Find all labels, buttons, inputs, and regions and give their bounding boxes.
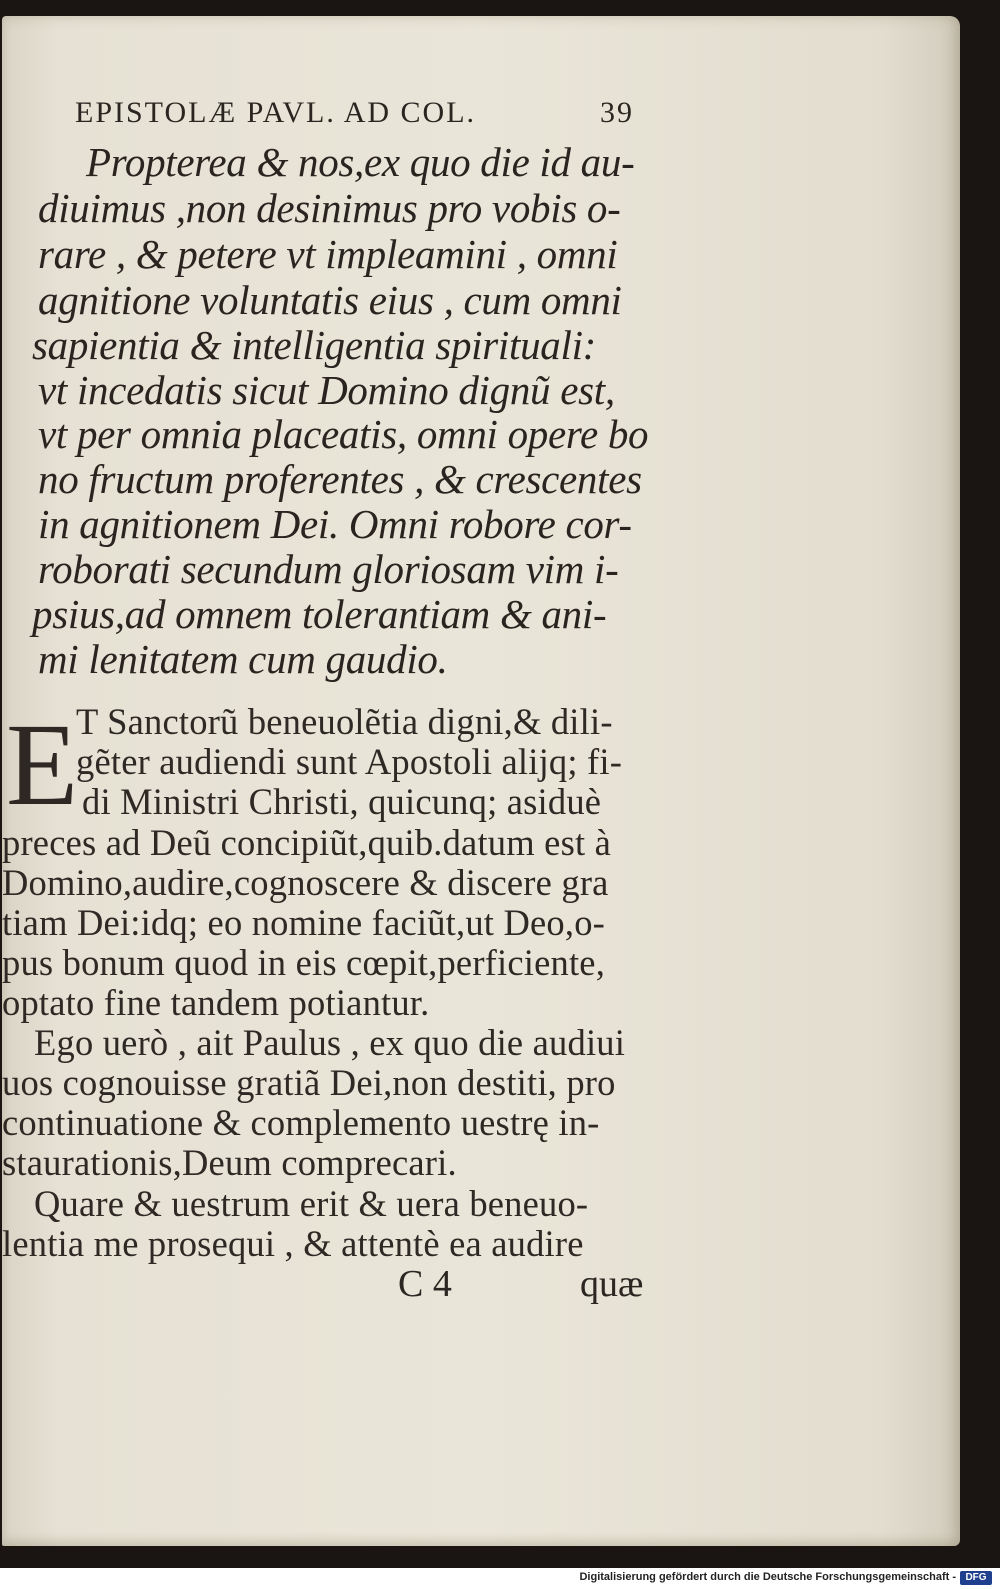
roman-line: di Ministri Christi, quicunq; asiduè [82, 781, 602, 822]
italic-line: rare , & petere vt impleamini , omni [38, 231, 618, 277]
roman-line: staurationis,Deum comprecari. [2, 1142, 457, 1183]
book-page [2, 16, 960, 1546]
italic-line: vt per omnia placeatis, omni opere bo [38, 411, 649, 457]
roman-line: optato fine tandem potiantur. [2, 982, 430, 1023]
roman-line: T Sanctorũ beneuolẽtia digni,& dili- [76, 701, 613, 742]
roman-line: pus bonum quod in eis cœpit,perficiente, [2, 942, 606, 983]
roman-line: uos cognouisse gratiã Dei,non destiti, pro [2, 1062, 616, 1103]
decorated-initial: E [6, 699, 79, 830]
signature-mark: C 4 [398, 1263, 452, 1305]
italic-line: mi lenitatem cum gaudio. [38, 636, 448, 682]
italic-line: in agnitionem Dei. Omni robore cor- [38, 501, 632, 547]
italic-line: agnitione voluntatis eius , cum omni [38, 277, 622, 323]
catchword: quæ [580, 1263, 644, 1305]
roman-line: Domino,audire,cognoscere & discere gra [2, 862, 609, 903]
italic-line: roborati secundum gloriosam vim i- [38, 546, 619, 592]
italic-line: no fructum proferentes , & crescentes [38, 456, 642, 502]
roman-line: preces ad Deũ concipiũt,quib.datum est à [2, 822, 612, 863]
page-number: 39 [600, 96, 634, 129]
digitization-footer [0, 1568, 1000, 1589]
roman-line: Quare & uestrum erit & uera beneuo- [34, 1183, 589, 1224]
roman-line: gẽter audiendi sunt Apostoli alijq; fi- [76, 741, 623, 782]
italic-line: diuimus ,non desinimus pro vobis o- [38, 185, 621, 231]
italic-line: vt incedatis sicut Domino dignũ est, [38, 367, 615, 413]
italic-line: psius,ad omnem tolerantiam & ani- [32, 591, 607, 637]
funding-credit: Digitalisierung gefördert durch die Deutsche Forschungsgemeinschaft - [579, 1571, 956, 1583]
italic-line: sapientia & intelligentia spirituali: [32, 322, 597, 368]
italic-line: Propterea & nos,ex quo die id au- [86, 139, 635, 185]
roman-line: Ego uerò , ait Paulus , ex quo die audiui [34, 1022, 626, 1063]
running-head: EPISTOLÆ PAVL. AD COL. [75, 96, 477, 129]
roman-line: lentia me prosequi , & attentè ea audire [2, 1223, 584, 1264]
roman-line: tiam Dei:idq; eo nomine faciũt,ut Deo,o- [2, 902, 605, 943]
dfg-logo: DFG [960, 1571, 992, 1585]
roman-line: continuatione & complemento uestrę in- [2, 1102, 600, 1143]
